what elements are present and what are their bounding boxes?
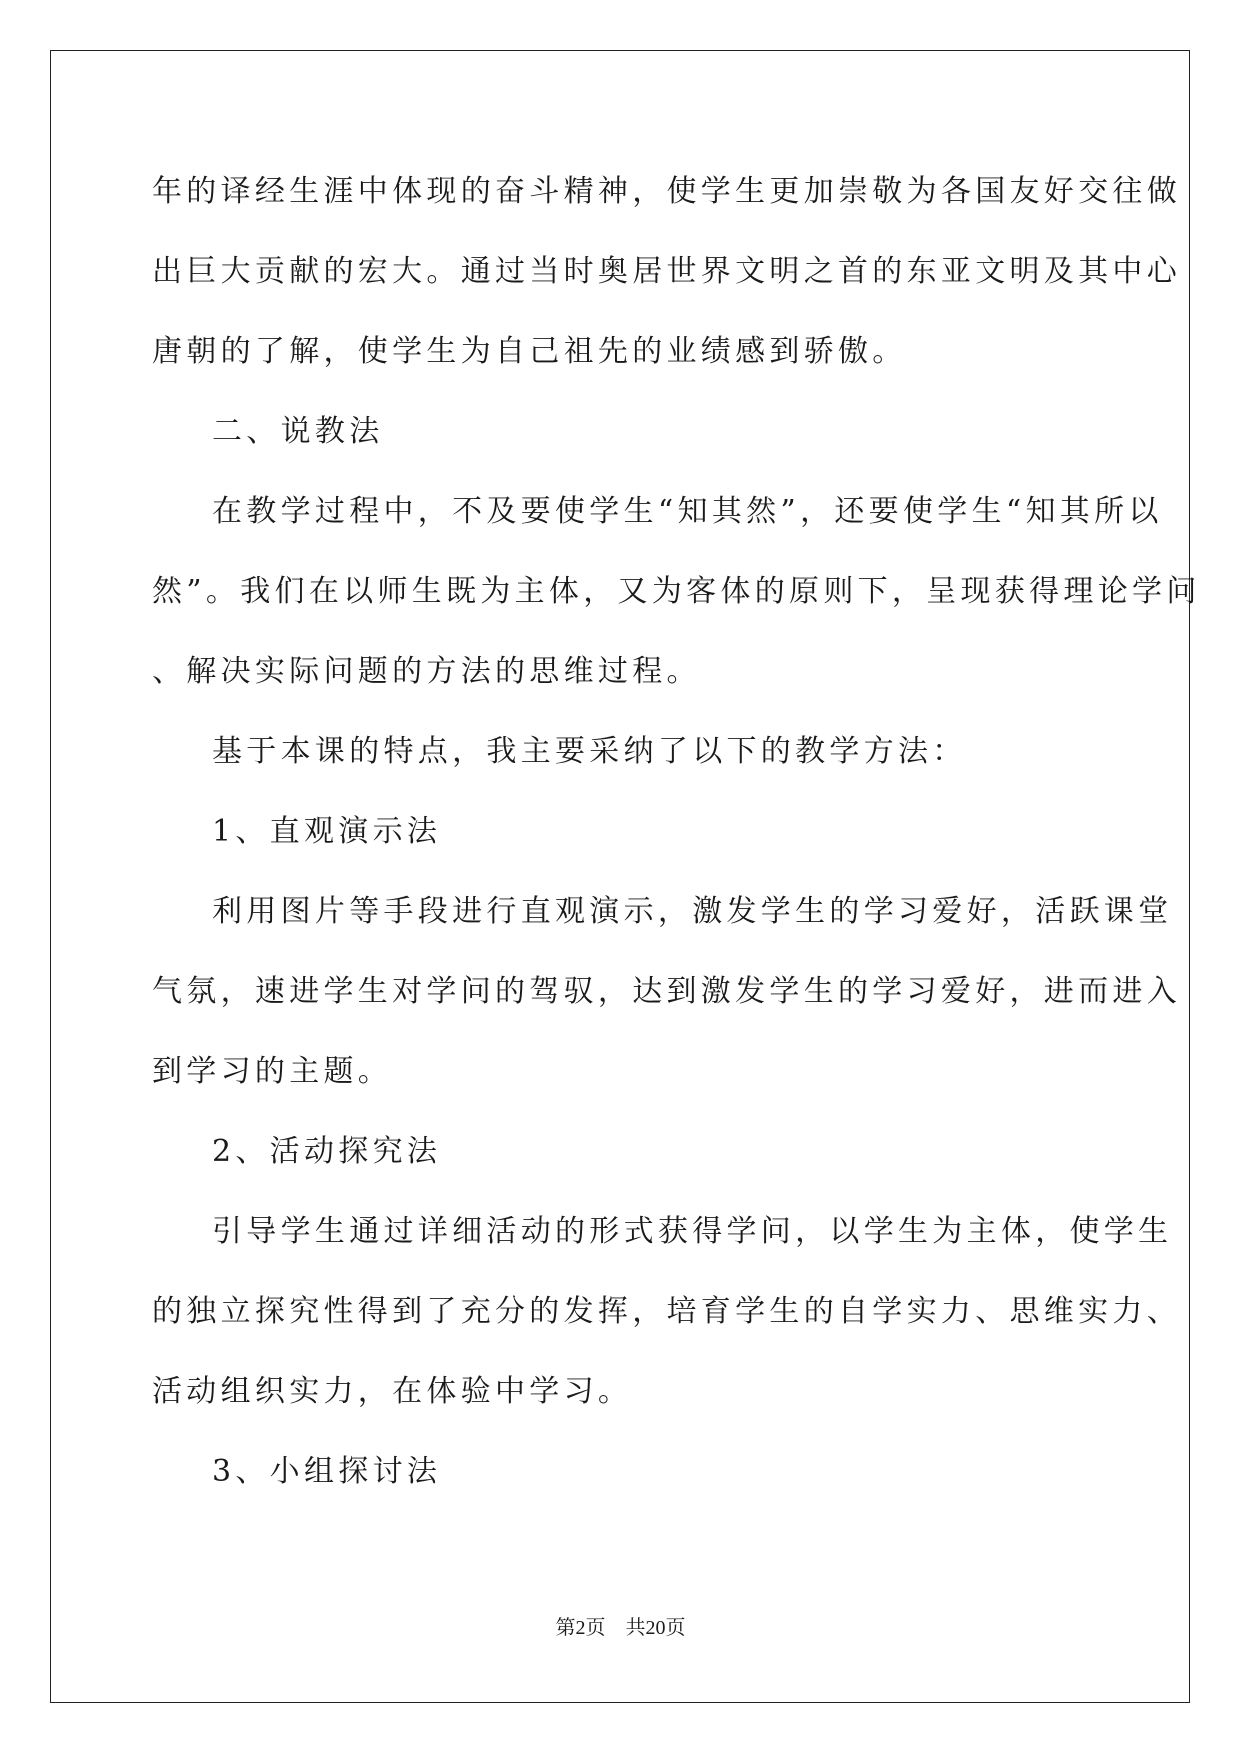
body-line: 活动组织实力，在体验中学习。 xyxy=(152,1374,633,1409)
footer-gap xyxy=(606,1617,626,1639)
page-footer xyxy=(0,1616,1241,1640)
page-total: 共20页 xyxy=(625,1617,686,1639)
body-line: 气氛，速进学生对学问的驾驭，达到激发学生的学习爱好，进而进入 xyxy=(152,974,1181,1009)
body-line: 年的译经生涯中体现的奋斗精神，使学生更加崇敬为各国友好交往做 xyxy=(152,174,1181,209)
body-line: 利用图片等手段进行直观演示，激发学生的学习爱好，活跃课堂 xyxy=(212,894,1173,929)
method-heading: 2、活动探究法 xyxy=(212,1134,442,1169)
body-line: 在教学过程中，不及要使学生“知其然”，还要使学生“知其所以 xyxy=(212,494,1163,529)
body-line: 然”。我们在以师生既为主体，又为客体的原则下，呈现获得理论学问 xyxy=(152,574,1201,609)
body-line: 基于本课的特点，我主要采纳了以下的教学方法： xyxy=(212,734,967,769)
page-number: 第2页 xyxy=(555,1617,606,1639)
body-line: 唐朝的了解，使学生为自己祖先的业绩感到骄傲。 xyxy=(152,334,907,369)
method-heading: 3、小组探讨法 xyxy=(212,1454,442,1489)
body-line: 、解决实际问题的方法的思维过程。 xyxy=(152,654,701,689)
method-heading: 1、直观演示法 xyxy=(212,814,442,849)
section-heading: 二、说教法 xyxy=(212,414,384,449)
body-line: 出巨大贡献的宏大。通过当时奥居世界文明之首的东亚文明及其中心 xyxy=(152,254,1181,289)
body-line: 到学习的主题。 xyxy=(152,1054,393,1089)
body-line: 的独立探究性得到了充分的发挥，培育学生的自学实力、思维实力、 xyxy=(152,1294,1181,1329)
body-line: 引导学生通过详细活动的形式获得学问，以学生为主体，使学生 xyxy=(212,1214,1173,1249)
